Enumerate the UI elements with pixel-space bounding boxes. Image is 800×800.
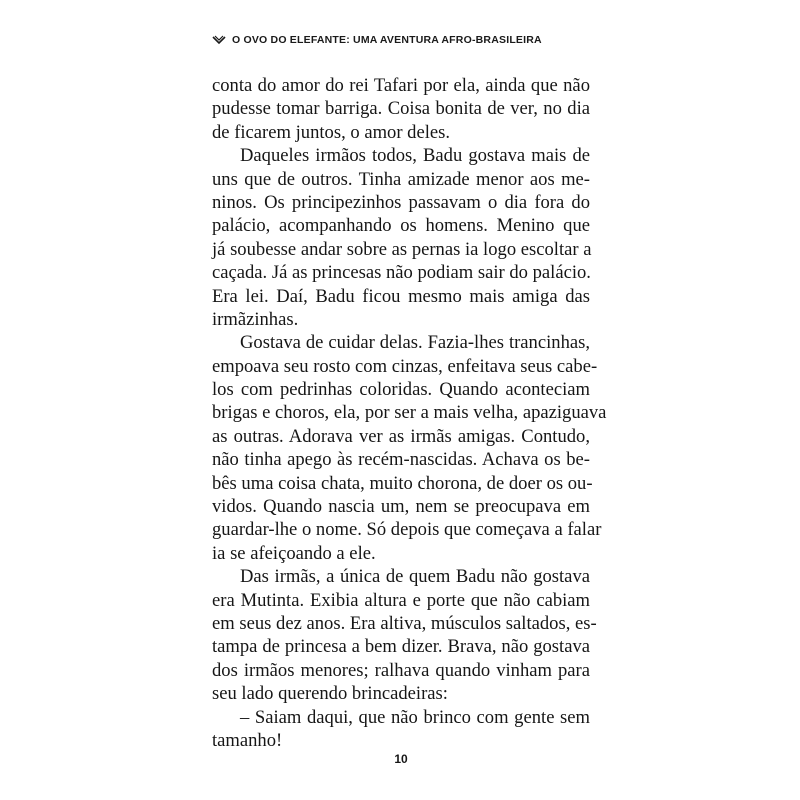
text-line: Gostava de cuidar delas. Fazia-lhes trancinhas, (240, 332, 590, 354)
text-line: guardar-lhe o nome. Só depois que começava a falar (212, 519, 602, 541)
text-line: era Mutinta. Exibia altura e porte que não cabiam (212, 589, 590, 611)
text-line: caçada. Já as princesas não podiam sair do palácio. (212, 262, 591, 284)
text-line: já soubesse andar sobre as pernas ia logo escoltar a (212, 238, 592, 260)
text-line: não tinha apego às recém-nascidas. Achava os be- (212, 449, 590, 471)
page-number: 10 (394, 752, 408, 766)
running-head (212, 34, 592, 46)
text-line: Era lei. Daí, Badu ficou mesmo mais amiga das (212, 285, 590, 307)
paragraph (212, 565, 597, 705)
text-line: seu lado querendo brincadeiras: (212, 683, 448, 705)
text-line: dos irmãos menores; ralhava quando vinham para (212, 659, 590, 681)
text-line: as outras. Adorava ver as irmãs amigas. Contudo, (212, 425, 590, 447)
text-line: Daqueles irmãos todos, Badu gostava mais de (240, 145, 590, 167)
text-line: de ficarem juntos, o amor deles. (212, 121, 451, 143)
text-line: los com pedrinhas coloridas. Quando aconteciam (212, 379, 590, 401)
text-line: bês uma coisa chata, muito chorona, de doer os ou- (212, 472, 593, 494)
text-line: uns que de outros. Tinha amizade menor aos me- (212, 168, 590, 190)
text-line: ia se afeiçoando a ele. (212, 542, 376, 564)
text-line: tamanho! (212, 729, 283, 751)
body-text (212, 74, 607, 752)
text-line: tampa de princesa a bem dizer. Brava, não gostava (212, 636, 590, 658)
text-line: – Saiam daqui, que não brinco com gente sem (240, 706, 590, 728)
leaf-ornament-icon (212, 35, 226, 45)
text-line: Das irmãs, a única de quem Badu não gostava (240, 566, 590, 588)
text-line: ninos. Os principezinhos passavam o dia fora do (212, 191, 590, 213)
paragraph (212, 144, 590, 331)
running-head-title: O OVO DO ELEFANTE: UMA AVENTURA AFRO-BRASILEIRA (232, 34, 542, 46)
paragraph (212, 74, 590, 144)
text-line: palácio, acompanhando os homens. Menino que (212, 215, 590, 237)
paragraph (212, 331, 607, 565)
text-line: pudesse tomar barriga. Coisa bonita de ver, no dia (212, 98, 590, 120)
text-line: irmãzinhas. (212, 308, 299, 330)
text-line: vidos. Quando nascia um, nem se preocupava em (212, 496, 590, 518)
text-line: empoava seu rosto com cinzas, enfeitava seus cabe- (212, 355, 598, 377)
paragraph (212, 706, 590, 753)
text-line: conta do amor do rei Tafari por ela, ainda que não (212, 75, 590, 96)
text-line: em seus dez anos. Era altiva, músculos saltados, es- (212, 612, 597, 634)
text-line: brigas e choros, ela, por ser a mais velha, apaziguava (212, 402, 607, 424)
